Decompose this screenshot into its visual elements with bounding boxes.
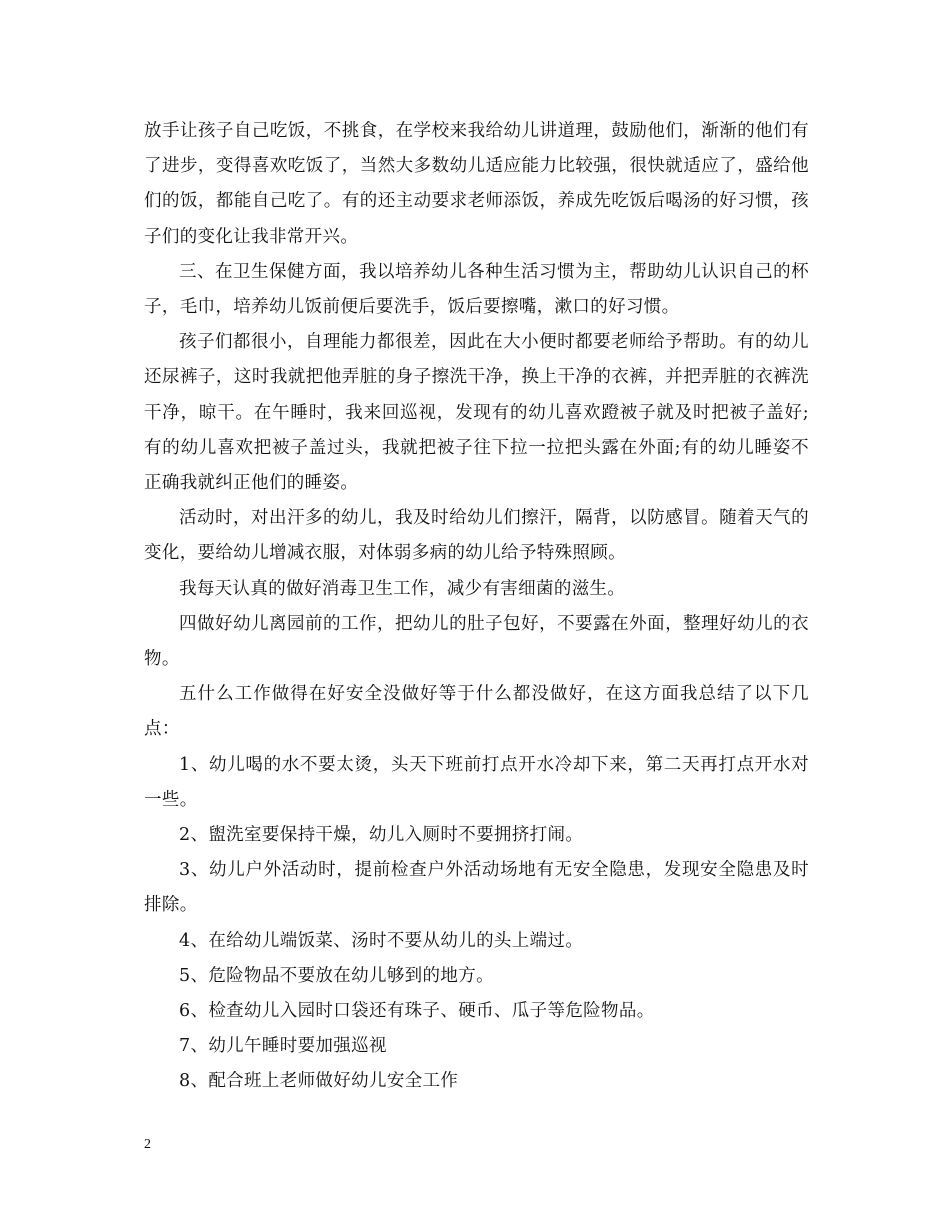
safety-item-6: 6、检查幼儿入园时口袋还有珠子、硬币、瓜子等危险物品。 [179, 1001, 655, 1022]
paragraph-disinfection: 我每天认真的做好消毒卫生工作，减少有害细菌的滋生。 [179, 578, 626, 599]
document-body [144, 114, 809, 1100]
safety-item-7: 7、幼儿午睡时要加强巡视 [179, 1036, 387, 1057]
paragraph-activity-care: 活动时，对出汗多的幼儿，我及时给幼儿们擦汗，隔背，以防感冒。随着天气的变化，要给幼儿增减衣服，对体弱多病的幼儿给予特殊照顾。 [144, 508, 809, 564]
safety-item-4: 4、在给幼儿端饭菜、汤时不要从幼儿的头上端过。 [179, 930, 584, 951]
paragraph-safety-intro: 五什么工作做得在好安全没做好等于什么都没做好，在这方面我总结了以下几点： [144, 684, 809, 740]
paragraph-eating-habits: 放手让孩子自己吃饭，不挑食，在学校来我给幼儿讲道理，鼓励他们，渐渐的他们有了进步，变得喜欢吃饭了，当然大多数幼儿适应能力比较强，很快就适应了，盛给他们的饭，都能自己吃了。有的还主动要求老师添饭，养成先吃饭后喝汤的好习惯，孩子们的变化让我非常开兴。 [144, 121, 809, 247]
safety-item-8: 8、配合班上老师做好幼儿安全工作 [179, 1071, 459, 1092]
paragraph-hygiene-care: 三、在卫生保健方面，我以培养幼儿各种生活习惯为主，帮助幼儿认识自己的杯子，毛巾，培养幼儿饭前便后要洗手，饭后要擦嘴，漱口的好习惯。 [144, 261, 809, 318]
safety-item-1: 1、幼儿喝的水不要太烫，头天下班前打点开水冷却下来，第二天再打点开水对一些。 [144, 754, 809, 810]
paragraph-departure-prep: 四做好幼儿离园前的工作，把幼儿的肚子包好，不要露在外面，整理好幼儿的衣物。 [144, 613, 809, 670]
paragraph-self-care-help: 孩子们都很小，自理能力都很差，因此在大小便时都要老师给予帮助。有的幼儿还尿裤子，这时我就把他弄脏的身子擦洗干净，换上干净的衣裤，并把弄脏的衣裤洗干净，晾干。在午睡时，我来回巡视，发现有的幼儿喜欢蹬被子就及时把被子盖好;有的幼儿喜欢把被子盖过头，我就把被子往下拉一拉把头露在外面;有的幼儿睡姿不正确我就纠正他们的睡姿。 [144, 332, 809, 494]
safety-item-5: 5、危险物品不要放在幼儿够到的地方。 [179, 965, 494, 986]
safety-item-2: 2、盥洗室要保持干燥，幼儿入厕时不要拥挤打闹。 [179, 825, 584, 846]
safety-item-3: 3、幼儿户外活动时，提前检查户外活动场地有无安全隐患，发现安全隐患及时排除。 [144, 860, 809, 916]
page-number: 2 [144, 1137, 151, 1152]
